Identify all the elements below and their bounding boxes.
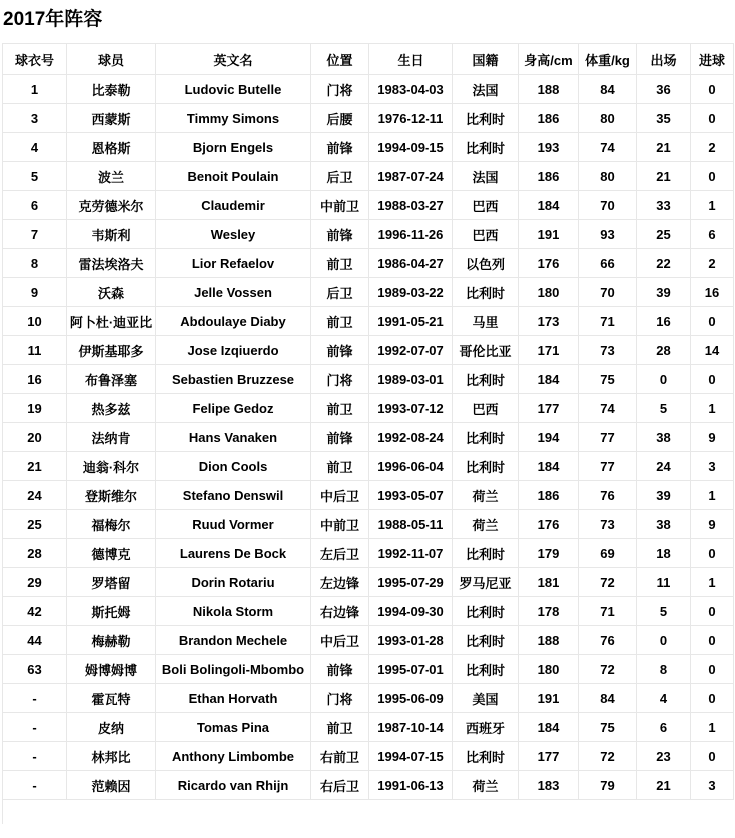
cell: Anthony Limbombe bbox=[156, 742, 311, 771]
cell: Timmy Simons bbox=[156, 104, 311, 133]
cell: 84 bbox=[579, 684, 637, 713]
cell: 1996-11-26 bbox=[369, 220, 453, 249]
table-row bbox=[3, 539, 734, 568]
cell: 法国 bbox=[453, 75, 519, 104]
table-row bbox=[3, 278, 734, 307]
cell: 比利时 bbox=[453, 104, 519, 133]
cell: - bbox=[3, 684, 67, 713]
cell: 美国 bbox=[453, 684, 519, 713]
cell: 21 bbox=[637, 133, 691, 162]
cell: 0 bbox=[691, 655, 734, 684]
cell: 1995-07-29 bbox=[369, 568, 453, 597]
cell: 6 bbox=[691, 220, 734, 249]
cell: 比利时 bbox=[453, 539, 519, 568]
cell: 西蒙斯 bbox=[67, 104, 156, 133]
cell: 4 bbox=[3, 133, 67, 162]
cell: 比利时 bbox=[453, 597, 519, 626]
cell: 中后卫 bbox=[311, 481, 369, 510]
cell: 1992-11-07 bbox=[369, 539, 453, 568]
cell: 180 bbox=[519, 655, 579, 684]
cell: 比泰勒 bbox=[67, 75, 156, 104]
cell: 福梅尔 bbox=[67, 510, 156, 539]
cell: 登斯维尔 bbox=[67, 481, 156, 510]
table-row bbox=[3, 423, 734, 452]
header-cell: 生日 bbox=[369, 44, 453, 75]
table-row bbox=[3, 249, 734, 278]
cell: Ricardo van Rhijn bbox=[156, 771, 311, 800]
cell: 0 bbox=[637, 365, 691, 394]
cell: 70 bbox=[579, 278, 637, 307]
cell: 25 bbox=[637, 220, 691, 249]
cell: 74 bbox=[579, 394, 637, 423]
cell: 罗塔留 bbox=[67, 568, 156, 597]
cell: 5 bbox=[3, 162, 67, 191]
cell: 44 bbox=[3, 626, 67, 655]
cell: 1995-07-01 bbox=[369, 655, 453, 684]
cell: 4 bbox=[637, 684, 691, 713]
cell: 3 bbox=[3, 104, 67, 133]
cell: 前锋 bbox=[311, 655, 369, 684]
cell: 16 bbox=[3, 365, 67, 394]
cell: Sebastien Bruzzese bbox=[156, 365, 311, 394]
cell: 11 bbox=[637, 568, 691, 597]
cell: 38 bbox=[637, 510, 691, 539]
cell: 比利时 bbox=[453, 452, 519, 481]
cell: 80 bbox=[579, 104, 637, 133]
cell: 左边锋 bbox=[311, 568, 369, 597]
cell: 林邦比 bbox=[67, 742, 156, 771]
cell: 0 bbox=[691, 742, 734, 771]
header-cell: 出场 bbox=[637, 44, 691, 75]
cell: 右边锋 bbox=[311, 597, 369, 626]
cell: 巴西 bbox=[453, 220, 519, 249]
cell: 184 bbox=[519, 713, 579, 742]
cell: 71 bbox=[579, 597, 637, 626]
cell: 1993-05-07 bbox=[369, 481, 453, 510]
cell: 1994-09-15 bbox=[369, 133, 453, 162]
cell: 1995-06-09 bbox=[369, 684, 453, 713]
cell: 1993-07-12 bbox=[369, 394, 453, 423]
cell: 186 bbox=[519, 162, 579, 191]
table-row bbox=[3, 655, 734, 684]
table-row bbox=[3, 336, 734, 365]
cell: 门将 bbox=[311, 365, 369, 394]
cell: 186 bbox=[519, 481, 579, 510]
cell: 中前卫 bbox=[311, 510, 369, 539]
cell: - bbox=[3, 742, 67, 771]
cell: 后卫 bbox=[311, 278, 369, 307]
cell: 波兰 bbox=[67, 162, 156, 191]
cell: 77 bbox=[579, 423, 637, 452]
cell: 前锋 bbox=[311, 133, 369, 162]
cell: Jelle Vossen bbox=[156, 278, 311, 307]
cell: 21 bbox=[3, 452, 67, 481]
cell: Ludovic Butelle bbox=[156, 75, 311, 104]
cell: 1989-03-01 bbox=[369, 365, 453, 394]
table-row bbox=[3, 510, 734, 539]
cell: Felipe Gedoz bbox=[156, 394, 311, 423]
cell: 1992-08-24 bbox=[369, 423, 453, 452]
cell: 0 bbox=[691, 597, 734, 626]
cell: 180 bbox=[519, 278, 579, 307]
cell: 188 bbox=[519, 626, 579, 655]
cell: 75 bbox=[579, 365, 637, 394]
cell: 以色列 bbox=[453, 249, 519, 278]
header-cell: 进球 bbox=[691, 44, 734, 75]
cell: 23 bbox=[637, 742, 691, 771]
cell: 前卫 bbox=[311, 249, 369, 278]
cell: 3 bbox=[691, 452, 734, 481]
cell: Abdoulaye Diaby bbox=[156, 307, 311, 336]
cell: 2 bbox=[691, 249, 734, 278]
table-row bbox=[3, 597, 734, 626]
cell: Bjorn Engels bbox=[156, 133, 311, 162]
cell: 1 bbox=[691, 191, 734, 220]
cell: 36 bbox=[637, 75, 691, 104]
cell: 1989-03-22 bbox=[369, 278, 453, 307]
cell: 21 bbox=[637, 162, 691, 191]
cell: 73 bbox=[579, 336, 637, 365]
cell: 188 bbox=[519, 75, 579, 104]
cell: 8 bbox=[3, 249, 67, 278]
cell: 0 bbox=[691, 75, 734, 104]
table-header-row bbox=[3, 44, 734, 75]
cell: 荷兰 bbox=[453, 510, 519, 539]
cell: Hans Vanaken bbox=[156, 423, 311, 452]
cell: 前锋 bbox=[311, 220, 369, 249]
cell: 比利时 bbox=[453, 133, 519, 162]
cell: 1 bbox=[691, 568, 734, 597]
table-row bbox=[3, 75, 734, 104]
cell: Wesley bbox=[156, 220, 311, 249]
cell: 193 bbox=[519, 133, 579, 162]
cell: 5 bbox=[637, 597, 691, 626]
cell: 马里 bbox=[453, 307, 519, 336]
cell: 布鲁泽塞 bbox=[67, 365, 156, 394]
table-row bbox=[3, 191, 734, 220]
cell: 177 bbox=[519, 394, 579, 423]
cell: 范赖因 bbox=[67, 771, 156, 800]
cell: 75 bbox=[579, 713, 637, 742]
cell: 184 bbox=[519, 452, 579, 481]
cell: 前锋 bbox=[311, 423, 369, 452]
cell: 5 bbox=[637, 394, 691, 423]
cell: 93 bbox=[579, 220, 637, 249]
cell: 18 bbox=[637, 539, 691, 568]
cell: 前卫 bbox=[311, 713, 369, 742]
cell: Dorin Rotariu bbox=[156, 568, 311, 597]
table-row bbox=[3, 104, 734, 133]
cell: 0 bbox=[691, 104, 734, 133]
table-row bbox=[3, 307, 734, 336]
cell: 比利时 bbox=[453, 655, 519, 684]
cell: 1993-01-28 bbox=[369, 626, 453, 655]
cell: 173 bbox=[519, 307, 579, 336]
cell: 热多兹 bbox=[67, 394, 156, 423]
cell: 28 bbox=[637, 336, 691, 365]
cell: 0 bbox=[691, 539, 734, 568]
cell: 阿卜杜·迪亚比 bbox=[67, 307, 156, 336]
cell: 伊斯基耶多 bbox=[67, 336, 156, 365]
cell: - bbox=[3, 713, 67, 742]
cell: 9 bbox=[3, 278, 67, 307]
cell: Tomas Pina bbox=[156, 713, 311, 742]
cell: 0 bbox=[691, 162, 734, 191]
cell: 80 bbox=[579, 162, 637, 191]
cell: 1994-07-15 bbox=[369, 742, 453, 771]
cell: 70 bbox=[579, 191, 637, 220]
cell: 1976-12-11 bbox=[369, 104, 453, 133]
cell: 24 bbox=[637, 452, 691, 481]
cell: 16 bbox=[691, 278, 734, 307]
cell: 6 bbox=[3, 191, 67, 220]
table-row bbox=[3, 394, 734, 423]
cell: Nikola Storm bbox=[156, 597, 311, 626]
cell: 比利时 bbox=[453, 626, 519, 655]
cell: 门将 bbox=[311, 684, 369, 713]
cell: 荷兰 bbox=[453, 771, 519, 800]
cell: 10 bbox=[3, 307, 67, 336]
cell: 法国 bbox=[453, 162, 519, 191]
table-row bbox=[3, 713, 734, 742]
header-cell: 位置 bbox=[311, 44, 369, 75]
cell: 比利时 bbox=[453, 278, 519, 307]
cell: Stefano Denswil bbox=[156, 481, 311, 510]
cell: 39 bbox=[637, 481, 691, 510]
header-cell: 身高/cm bbox=[519, 44, 579, 75]
cell: 66 bbox=[579, 249, 637, 278]
cell: 1 bbox=[691, 394, 734, 423]
cell: 2 bbox=[691, 133, 734, 162]
cell: 克劳德米尔 bbox=[67, 191, 156, 220]
cell: 巴西 bbox=[453, 394, 519, 423]
cell: 72 bbox=[579, 742, 637, 771]
table-row bbox=[3, 684, 734, 713]
header-cell: 国籍 bbox=[453, 44, 519, 75]
cell: 176 bbox=[519, 510, 579, 539]
cell: 姆博姆博 bbox=[67, 655, 156, 684]
cell: 中前卫 bbox=[311, 191, 369, 220]
cell: 比利时 bbox=[453, 742, 519, 771]
cell: 西班牙 bbox=[453, 713, 519, 742]
cell: 9 bbox=[691, 423, 734, 452]
cell: 德博克 bbox=[67, 539, 156, 568]
cell: 28 bbox=[3, 539, 67, 568]
cell: Ruud Vormer bbox=[156, 510, 311, 539]
cell: 皮纳 bbox=[67, 713, 156, 742]
cell: 1988-03-27 bbox=[369, 191, 453, 220]
cell: 1983-04-03 bbox=[369, 75, 453, 104]
cell: 6 bbox=[637, 713, 691, 742]
roster-table bbox=[2, 43, 734, 800]
cell: 7 bbox=[3, 220, 67, 249]
cell: 罗马尼亚 bbox=[453, 568, 519, 597]
cell: 后腰 bbox=[311, 104, 369, 133]
cell: 14 bbox=[691, 336, 734, 365]
cell: Boli Bolingoli-Mbombo bbox=[156, 655, 311, 684]
cell: 8 bbox=[637, 655, 691, 684]
cell: 韦斯利 bbox=[67, 220, 156, 249]
cell: 1991-06-13 bbox=[369, 771, 453, 800]
cell: 1994-09-30 bbox=[369, 597, 453, 626]
cell: 前锋 bbox=[311, 336, 369, 365]
cell: 1987-07-24 bbox=[369, 162, 453, 191]
cell: 梅赫勒 bbox=[67, 626, 156, 655]
cell: 1 bbox=[3, 75, 67, 104]
cell: 77 bbox=[579, 452, 637, 481]
cell: Dion Cools bbox=[156, 452, 311, 481]
cell: 11 bbox=[3, 336, 67, 365]
cell: 斯托姆 bbox=[67, 597, 156, 626]
cell: 181 bbox=[519, 568, 579, 597]
table-row bbox=[3, 626, 734, 655]
cell: 0 bbox=[691, 307, 734, 336]
cell: 前卫 bbox=[311, 307, 369, 336]
cell: 73 bbox=[579, 510, 637, 539]
cell: 22 bbox=[637, 249, 691, 278]
header-cell: 球衣号 bbox=[3, 44, 67, 75]
cell: 21 bbox=[637, 771, 691, 800]
cell: 中后卫 bbox=[311, 626, 369, 655]
cell: 29 bbox=[3, 568, 67, 597]
cell: 比利时 bbox=[453, 423, 519, 452]
cell: 25 bbox=[3, 510, 67, 539]
cell: 门将 bbox=[311, 75, 369, 104]
header-cell: 英文名 bbox=[156, 44, 311, 75]
cell: 右前卫 bbox=[311, 742, 369, 771]
cell: 1 bbox=[691, 713, 734, 742]
cell: 后卫 bbox=[311, 162, 369, 191]
cell: 76 bbox=[579, 481, 637, 510]
cell: Jose Izqiuerdo bbox=[156, 336, 311, 365]
cell: 71 bbox=[579, 307, 637, 336]
cell: 前卫 bbox=[311, 394, 369, 423]
cell: 38 bbox=[637, 423, 691, 452]
cell: 1991-05-21 bbox=[369, 307, 453, 336]
cell: 巴西 bbox=[453, 191, 519, 220]
cell: 0 bbox=[691, 626, 734, 655]
table-bottom-stub bbox=[2, 800, 13, 824]
cell: 雷法埃洛夫 bbox=[67, 249, 156, 278]
cell: 前卫 bbox=[311, 452, 369, 481]
cell: 191 bbox=[519, 684, 579, 713]
cell: 哥伦比亚 bbox=[453, 336, 519, 365]
cell: 183 bbox=[519, 771, 579, 800]
cell: Claudemir bbox=[156, 191, 311, 220]
cell: 76 bbox=[579, 626, 637, 655]
cell: 184 bbox=[519, 365, 579, 394]
cell: 1988-05-11 bbox=[369, 510, 453, 539]
cell: 191 bbox=[519, 220, 579, 249]
table-row bbox=[3, 220, 734, 249]
table-row bbox=[3, 162, 734, 191]
cell: 178 bbox=[519, 597, 579, 626]
cell: 69 bbox=[579, 539, 637, 568]
cell: 荷兰 bbox=[453, 481, 519, 510]
cell: 19 bbox=[3, 394, 67, 423]
cell: 177 bbox=[519, 742, 579, 771]
cell: Laurens De Bock bbox=[156, 539, 311, 568]
cell: Lior Refaelov bbox=[156, 249, 311, 278]
cell: 左后卫 bbox=[311, 539, 369, 568]
page-title: 2017年阵容 bbox=[3, 9, 103, 30]
cell: 35 bbox=[637, 104, 691, 133]
cell: 171 bbox=[519, 336, 579, 365]
cell: 72 bbox=[579, 568, 637, 597]
cell: 1986-04-27 bbox=[369, 249, 453, 278]
cell: 1992-07-07 bbox=[369, 336, 453, 365]
cell: 20 bbox=[3, 423, 67, 452]
cell: 恩格斯 bbox=[67, 133, 156, 162]
cell: 0 bbox=[691, 684, 734, 713]
cell: Ethan Horvath bbox=[156, 684, 311, 713]
cell: 1996-06-04 bbox=[369, 452, 453, 481]
cell: 右后卫 bbox=[311, 771, 369, 800]
cell: 186 bbox=[519, 104, 579, 133]
cell: 比利时 bbox=[453, 365, 519, 394]
cell: 84 bbox=[579, 75, 637, 104]
cell: 3 bbox=[691, 771, 734, 800]
cell: 16 bbox=[637, 307, 691, 336]
cell: 42 bbox=[3, 597, 67, 626]
cell: 0 bbox=[691, 365, 734, 394]
cell: 霍瓦特 bbox=[67, 684, 156, 713]
table-row bbox=[3, 133, 734, 162]
cell: 1 bbox=[691, 481, 734, 510]
cell: 194 bbox=[519, 423, 579, 452]
cell: 24 bbox=[3, 481, 67, 510]
table-row bbox=[3, 771, 734, 800]
table-row bbox=[3, 481, 734, 510]
cell: Benoit Poulain bbox=[156, 162, 311, 191]
cell: 39 bbox=[637, 278, 691, 307]
table-row bbox=[3, 742, 734, 771]
cell: 74 bbox=[579, 133, 637, 162]
cell: 79 bbox=[579, 771, 637, 800]
cell: 沃森 bbox=[67, 278, 156, 307]
cell: 179 bbox=[519, 539, 579, 568]
header-cell: 体重/kg bbox=[579, 44, 637, 75]
table-row bbox=[3, 452, 734, 481]
cell: 63 bbox=[3, 655, 67, 684]
cell: Brandon Mechele bbox=[156, 626, 311, 655]
table-row bbox=[3, 568, 734, 597]
cell: 33 bbox=[637, 191, 691, 220]
cell: 1987-10-14 bbox=[369, 713, 453, 742]
cell: 法纳肯 bbox=[67, 423, 156, 452]
cell: 9 bbox=[691, 510, 734, 539]
cell: 0 bbox=[637, 626, 691, 655]
cell: 72 bbox=[579, 655, 637, 684]
table-row bbox=[3, 365, 734, 394]
cell: 176 bbox=[519, 249, 579, 278]
header-cell: 球员 bbox=[67, 44, 156, 75]
cell: 迪翁·科尔 bbox=[67, 452, 156, 481]
cell: 184 bbox=[519, 191, 579, 220]
cell: - bbox=[3, 771, 67, 800]
